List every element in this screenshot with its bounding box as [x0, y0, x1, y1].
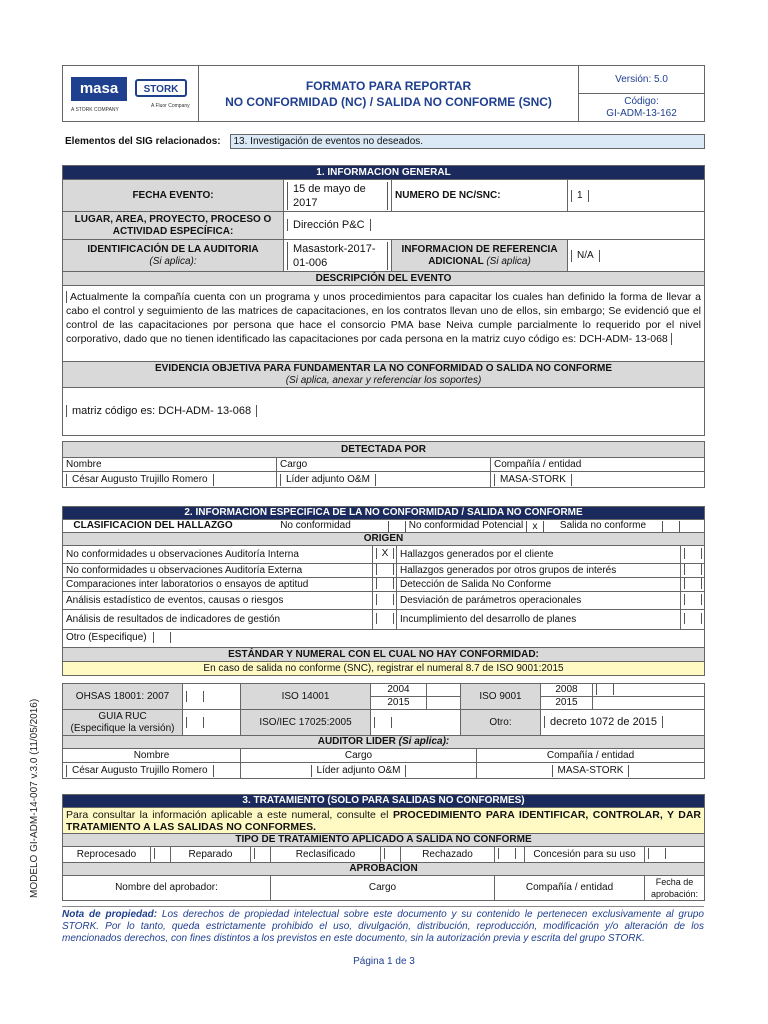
evid-text[interactable]	[63, 388, 705, 436]
otro-label: Otro (Especifique)	[66, 632, 147, 644]
page-number: Página 1 de 3	[353, 956, 415, 967]
aud-header-cargo: Cargo	[241, 749, 477, 763]
aud-compania-text: MASA-STORK	[552, 765, 630, 777]
origen-left-check-3[interactable]	[373, 592, 397, 610]
standards-table	[62, 683, 705, 736]
origen-right-4: Incumplimiento del desarrollo de planes	[397, 610, 681, 630]
otro-row	[63, 630, 705, 648]
apro-title: APROBACION	[63, 863, 705, 876]
tipo-reparado: Reparado	[171, 847, 251, 863]
nc-value-text: 1	[571, 190, 589, 202]
origen-left-3: Análisis estadístico de eventos, causas o riesgos	[63, 592, 373, 610]
origen-left-1: No conformidades u observaciones Auditoría Externa	[63, 564, 373, 578]
otro2-value-text: decreto 1072 de 2015	[544, 716, 663, 728]
form-title-line2: NO CONFORMIDAD (NC) / SALIDA NO CONFORME (SNC)	[225, 94, 552, 109]
origen-left-check-1[interactable]	[373, 564, 397, 578]
guia-label-line2: (Especifique la versión)	[70, 722, 175, 734]
section1-title: 1. INFORMACION GENERAL	[63, 166, 705, 180]
sig-label: Elementos del SIG relacionados:	[65, 135, 221, 147]
iso9001-label: ISO 9001	[461, 684, 541, 710]
origen-left-0: No conformidades u observaciones Auditoría Interna	[63, 546, 373, 564]
ref-value[interactable]	[568, 240, 705, 272]
apro-header-fecha[interactable]: Fecha de aprobación:	[645, 876, 705, 901]
side-model-label	[28, 688, 42, 898]
clasif-label: CLASIFICACION DEL HALLAZGO	[73, 520, 233, 531]
fecha-value[interactable]	[284, 180, 392, 212]
aud-header-nombre: Nombre	[63, 749, 241, 763]
origen-left-check-4[interactable]	[373, 610, 397, 630]
det-header-cargo: Cargo	[277, 458, 491, 472]
evid-title	[63, 362, 705, 388]
lugar-value-text: Dirección P&C	[287, 219, 371, 231]
evid-title-text: EVIDENCIA OBJETIVA PARA FUNDAMENTAR LA NO CONFORMIDAD O SALIDA NO CONFORME	[154, 362, 613, 374]
audit-label-sub: (Si aplica):	[149, 255, 197, 267]
form-title	[199, 66, 579, 122]
tipo-concesion: Concesión para su uso	[525, 847, 645, 863]
tipo-reclasificado: Reclasificado	[271, 847, 381, 863]
tipo-concesion-check[interactable]	[645, 847, 705, 863]
origen-right-check-2[interactable]	[681, 578, 705, 592]
det-nombre-text: César Augusto Trujillo Romero	[66, 474, 214, 486]
clasif-option-nc: No conformidad	[280, 520, 351, 531]
iso17025-check[interactable]	[371, 710, 461, 736]
side-model-text: MODELO GI-ADM-14-007 v.3.0 (11/05/2016)	[29, 698, 40, 898]
clasif-check-ncp[interactable]: x	[526, 521, 544, 532]
apro-header-compania[interactable]: Compañía / entidad	[495, 876, 645, 901]
aud-header-compania: Compañía / entidad	[477, 749, 705, 763]
origen-left-mark-0: X	[376, 548, 394, 559]
section2-title: 2. INFORMACION ESPECIFICA DE LA NO CONFORMIDAD / SALIDA NO CONFORME	[63, 507, 705, 520]
aud-title-text: AUDITOR LIDER	[317, 736, 396, 747]
origen-left-mark-3	[376, 594, 394, 605]
section3-title: 3. TRATAMIENTO (SOLO PARA SALIDAS NO CONFORMES)	[63, 795, 705, 808]
detected-table	[62, 441, 705, 488]
origen-right-mark-4	[684, 613, 702, 624]
ref-label-sub: (Si aplica)	[486, 255, 531, 267]
logo-cell	[63, 66, 199, 122]
lugar-label: LUGAR, AREA, PROYECTO, PROCESO O ACTIVIDAD ESPECÍFICA:	[63, 212, 284, 240]
origen-right-check-1[interactable]	[681, 564, 705, 578]
ref-label-text: INFORMACION DE REFERENCIA ADICIONAL	[401, 243, 558, 267]
iso14001-2015-check[interactable]	[427, 697, 461, 710]
nc-value[interactable]	[568, 180, 705, 212]
form-title-line1: FORMATO PARA REPORTAR	[305, 78, 472, 93]
evid-title-sub: (Si aplica, anexar y referenciar los soportes)	[285, 374, 482, 386]
fecha-label: FECHA EVENTO:	[63, 180, 284, 212]
origen-right-0: Hallazgos generados por el cliente	[397, 546, 681, 564]
audit-label	[63, 240, 284, 272]
evid-text-content: matriz código es: DCH-ADM- 13-068	[66, 405, 257, 417]
property-note-label: Nota de propiedad:	[62, 909, 158, 920]
lugar-value[interactable]	[284, 212, 705, 240]
consult-procedure-link[interactable]: PROCEDIMIENTO PARA IDENTIFICAR, CONTROLAR, Y DAR TRATAMIENTO A LAS SALIDAS NO CONFORMES.	[66, 808, 702, 833]
std-note: En caso de salida no conforme (SNC), registrar el numeral 8.7 de ISO 9001:2015	[63, 662, 705, 676]
masa-logo-sub: A STORK COMPANY	[71, 106, 119, 113]
aud-cargo[interactable]	[241, 763, 477, 779]
masa-logo	[71, 77, 127, 101]
header-table	[62, 65, 705, 122]
section2-table	[62, 506, 705, 676]
guia-label-line1: GUIA RUC	[98, 710, 147, 722]
origen-right-mark-1	[684, 564, 702, 575]
det-compania[interactable]	[491, 472, 705, 488]
apro-header-nombre[interactable]: Nombre del aprobador:	[63, 876, 271, 901]
audit-value-text: Masastork-2017-01-006	[287, 242, 388, 270]
origen-left-4: Análisis de resultados de indicadores de gestión	[63, 610, 373, 630]
guia-check[interactable]	[183, 710, 241, 736]
iso14001-2015: 2015	[371, 697, 427, 710]
tipo-title: TIPO DE TRATAMIENTO APLICADO A SALIDA NO CONFORME	[63, 834, 705, 847]
origen-left-check-0[interactable]	[373, 546, 397, 564]
iso9001-2008-check[interactable]	[593, 684, 705, 697]
otro2-value[interactable]	[541, 710, 705, 736]
clasif-option-ncp: No conformidad Potencial	[408, 520, 524, 531]
consult-pre: Para consultar la información aplicable a este numeral, consulte el	[66, 808, 389, 821]
origen-right-1: Hallazgos generados por otros grupos de interés	[397, 564, 681, 578]
aud-cargo-text: Líder adjunto O&M	[311, 765, 407, 777]
ref-label	[392, 240, 568, 272]
code-cell	[579, 94, 705, 122]
auditor-table	[62, 735, 705, 779]
aud-title	[63, 736, 705, 749]
tipo-reparado-check[interactable]	[251, 847, 271, 863]
det-title: DETECTADA POR	[63, 442, 705, 458]
origen-right-check-4[interactable]	[681, 610, 705, 630]
tipo-rechazado-check[interactable]	[495, 847, 525, 863]
desc-title: DESCRIPCIÓN DEL EVENTO	[63, 272, 705, 286]
origen-right-check-0[interactable]	[681, 546, 705, 564]
masa-logo-text: masa	[79, 79, 119, 97]
aud-nombre[interactable]	[63, 763, 241, 779]
tipo-reprocesado-check[interactable]	[151, 847, 171, 863]
origen-right-mark-0	[684, 548, 702, 559]
iso9001-2008: 2008	[541, 684, 593, 697]
ref-value-text: N/A	[571, 250, 600, 262]
tipo-reclasificado-check[interactable]	[381, 847, 401, 863]
clasif-check-snc[interactable]	[662, 521, 680, 532]
origen-left-check-2[interactable]	[373, 578, 397, 592]
iso9001-2015: 2015	[541, 697, 593, 710]
iso14001-2004-check[interactable]	[427, 684, 461, 697]
sig-table	[62, 134, 705, 149]
origen-left-mark-2	[376, 578, 394, 589]
clasif-option-snc: Salida no conforme	[559, 520, 647, 531]
ohsas-label: OHSAS 18001: 2007	[63, 684, 183, 710]
version-cell: Versión: 5.0	[579, 66, 705, 94]
det-header-nombre: Nombre	[63, 458, 277, 472]
det-nombre[interactable]	[63, 472, 277, 488]
iso17025-label: ISO/IEC 17025:2005	[241, 710, 371, 736]
aud-nombre-text: César Augusto Trujillo Romero	[66, 765, 214, 777]
tipo-rechazado: Rechazado	[401, 847, 495, 863]
apro-header-cargo[interactable]: Cargo	[271, 876, 495, 901]
code-label: Código:	[624, 95, 659, 107]
consult-text	[63, 808, 705, 834]
aud-title-sub: (Si aplica):	[398, 736, 450, 747]
guia-label	[63, 710, 183, 736]
det-cargo[interactable]	[277, 472, 491, 488]
property-note-text: Los derechos de propiedad intelectual sobre este documento y su contenido le pertenecen exclusivamente al grupo STORK. Por lo tanto, queda estrictamente prohibido el uso, divulgación, distribución, reproducción, modificación y/o alteración de los mencionados derechos, con fines distintos a los previstos en este documento, sin la autorización previa y escrita del grupo STORK.	[62, 909, 704, 944]
origen-right-mark-3	[684, 594, 702, 605]
std-title: ESTÁNDAR Y NUMERAL CON EL CUAL NO HAY CONFORMIDAD:	[63, 648, 705, 662]
origen-title: ORIGEN	[63, 533, 705, 546]
origen-left-2: Comparaciones inter laboratorios o ensayos de aptitud	[63, 578, 373, 592]
property-note	[62, 906, 704, 946]
desc-text-content: Actualmente la compañía cuenta con un programa y unos procedimientos para capacitar los cuales han definido la forma de llevar a cabo el control y seguimiento de las matrices de capacitaciones, en los contratos llevan uno de ellos, sin embargo; Se evidenció que el control de las capacitaciones por persona que hace el consorcio PMA base Neiva cumple parcialmente lo requerido por el nivel corporativo, dado que no tienen identificado las capacitaciones por cada persona en la matriz cuyo código es: DCH-ADM- 13-068	[66, 291, 702, 345]
iso14001-label: ISO 14001	[241, 684, 371, 710]
clasif-check-nc[interactable]	[388, 521, 406, 532]
stork-logo-sub: A Fluor Company	[151, 102, 190, 109]
tipo-reprocesado: Reprocesado	[63, 847, 151, 863]
section1-table	[62, 165, 705, 436]
audit-label-text: IDENTIFICACIÓN DE LA AUDITORIA	[87, 243, 259, 255]
det-compania-text: MASA-STORK	[494, 474, 572, 486]
ohsas-check[interactable]	[183, 684, 241, 710]
origen-left-mark-4	[376, 613, 394, 624]
aud-compania[interactable]	[477, 763, 705, 779]
audit-value[interactable]	[284, 240, 392, 272]
origen-right-mark-2	[684, 578, 702, 589]
stork-logo	[135, 79, 187, 97]
sig-value: 13. Investigación de eventos no deseados.	[230, 135, 704, 149]
det-cargo-text: Líder adjunto O&M	[280, 474, 376, 486]
origen-left-mark-1	[376, 564, 394, 575]
otro2-label: Otro:	[461, 710, 541, 736]
det-header-compania: Compañía / entidad	[491, 458, 705, 472]
code-value: GI-ADM-13-162	[606, 107, 677, 119]
iso9001-2015-check[interactable]	[593, 697, 705, 710]
fecha-value-text: 15 de mayo de 2017	[287, 182, 388, 210]
origen-right-2: Detección de Salida No Conforme	[397, 578, 681, 592]
desc-text[interactable]	[63, 286, 705, 362]
stork-logo-text: STORK	[143, 83, 179, 95]
otro-input[interactable]	[153, 632, 171, 643]
iso14001-2004: 2004	[371, 684, 427, 697]
origen-right-3: Desviación de parámetros operacionales	[397, 592, 681, 610]
section3-table	[62, 794, 705, 901]
nc-label: NUMERO DE NC/SNC:	[392, 180, 568, 212]
clasif-row	[63, 520, 705, 533]
origen-right-check-3[interactable]	[681, 592, 705, 610]
